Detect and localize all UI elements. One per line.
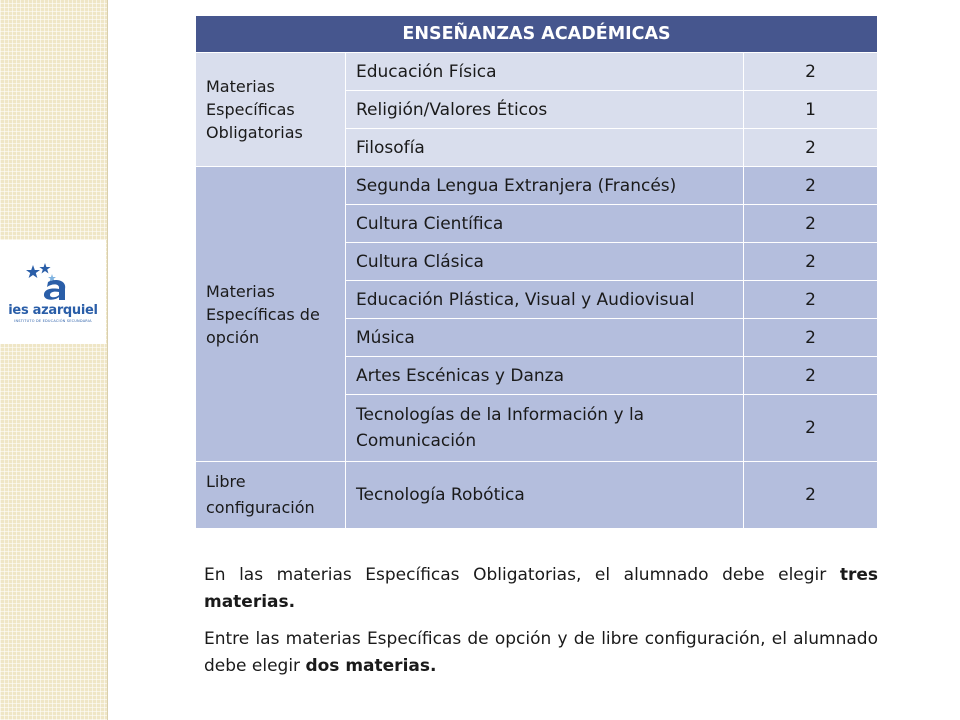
subject-cell: Filosofía: [346, 129, 744, 167]
hours-cell: 2: [744, 281, 878, 319]
decorative-side-strip: [0, 0, 108, 720]
subject-cell: Música: [346, 319, 744, 357]
school-logo: [0, 240, 106, 344]
hours-cell: 2: [744, 357, 878, 395]
hours-cell: 2: [744, 462, 878, 529]
table-row: [196, 53, 878, 91]
hours-cell: 2: [744, 53, 878, 91]
hours-cell: 1: [744, 91, 878, 129]
subjects-table: [195, 15, 878, 529]
hours-cell: 2: [744, 243, 878, 281]
subject-cell: Educación Plástica, Visual y Audiovisual: [346, 281, 744, 319]
note-paragraph-1: [204, 562, 878, 616]
table-title: ENSEÑANZAS ACADÉMICAS: [196, 16, 878, 53]
logo-subtitle: INSTITUTO DE EDUCACIÓN SECUNDARIA: [14, 318, 92, 323]
subject-cell: Segunda Lengua Extranjera (Francés): [346, 167, 744, 205]
hours-cell: 2: [744, 129, 878, 167]
subject-cell: Tecnologías de la Información y la Comunicación: [346, 395, 744, 462]
group-label-opcion: Materias Específicas de opción: [196, 167, 346, 462]
table-row: [196, 167, 878, 205]
subject-cell: Educación Física: [346, 53, 744, 91]
hours-cell: 2: [744, 319, 878, 357]
note-1-emphasis: tres materias.: [204, 565, 878, 612]
subject-cell: Artes Escénicas y Danza: [346, 357, 744, 395]
group-label-libre: Libre configuración: [196, 462, 346, 529]
subject-cell: Tecnología Robótica: [346, 462, 744, 529]
subject-cell: Cultura Científica: [346, 205, 744, 243]
subject-cell: Religión/Valores Éticos: [346, 91, 744, 129]
logo-stars-icon: [23, 262, 83, 302]
note-1-text: En las materias Específicas Obligatorias, el alumnado debe elegir: [204, 565, 840, 585]
logo-name: ies azarquiel: [8, 302, 98, 318]
table-header-row: [196, 16, 878, 53]
hours-cell: 2: [744, 205, 878, 243]
notes: [204, 562, 878, 690]
table-row: [196, 462, 878, 529]
hours-cell: 2: [744, 395, 878, 462]
group-label-obligatorias: Materias Específicas Obligatorias: [196, 53, 346, 167]
hours-cell: 2: [744, 167, 878, 205]
subject-cell: Cultura Clásica: [346, 243, 744, 281]
note-2-emphasis: dos materias.: [305, 656, 437, 676]
note-paragraph-2: [204, 626, 878, 680]
note-2-text: Entre las materias Específicas de opción y de libre configuración, el alumnado debe elegir: [204, 629, 878, 676]
